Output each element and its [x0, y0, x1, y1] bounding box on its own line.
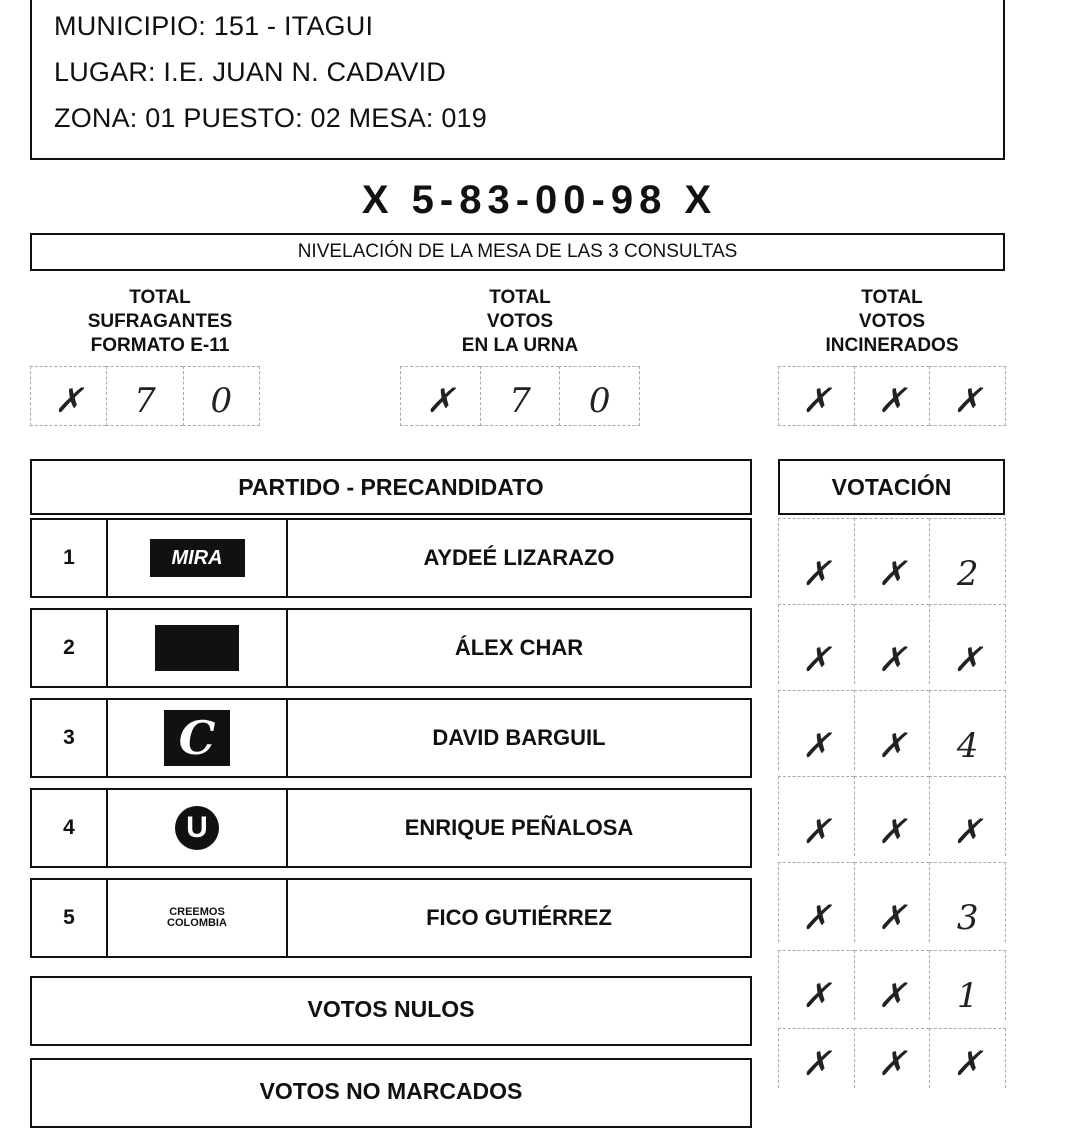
vote-digit-cell[interactable]: ✗	[854, 950, 930, 1020]
vote-digit-cell[interactable]: 2	[929, 518, 1006, 598]
vote-digit-cell[interactable]: ✗	[854, 518, 930, 598]
vote-cells-row	[778, 950, 1006, 1020]
zona-line: ZONA: 01 PUESTO: 02 MESA: 019	[54, 103, 487, 133]
candidate-number: 1	[32, 520, 108, 596]
vote-cells-row	[778, 690, 1006, 770]
vote-digit-cell[interactable]: 1	[929, 950, 1006, 1020]
c-logo-icon: C	[108, 700, 288, 776]
barcode-text: X 5-83-00-98 X	[361, 178, 718, 222]
digit-cell[interactable]: ✗	[400, 366, 480, 426]
party-logo-icon	[108, 610, 288, 686]
vote-digit-cell[interactable]: ✗	[929, 604, 1006, 684]
vote-digit-cell[interactable]: ✗	[778, 518, 854, 598]
candidate-number: 3	[32, 700, 108, 776]
digit-cell[interactable]: 7	[480, 366, 560, 426]
incinerados-label: INCINERADOS	[825, 335, 959, 356]
lugar-line: LUGAR: I.E. JUAN N. CADAVID	[54, 57, 446, 87]
vote-cells-row	[778, 862, 1006, 942]
total-votos-urna	[400, 286, 640, 426]
total-label: TOTAL	[129, 287, 191, 308]
vote-digit-cell[interactable]: ✗	[778, 950, 854, 1020]
digit-cell[interactable]: ✗	[30, 366, 106, 426]
mira-logo-icon: MIRA	[108, 520, 288, 596]
vote-cells-row	[778, 604, 1006, 684]
vote-digit-cell[interactable]: ✗	[854, 604, 930, 684]
partido-header: PARTIDO - PRECANDIDATO	[30, 459, 752, 515]
vote-digit-cell[interactable]: ✗	[778, 776, 854, 856]
vote-digit-cell[interactable]: ✗	[778, 690, 854, 770]
vote-digit-cell[interactable]: ✗	[929, 1028, 1006, 1088]
candidate-name: FICO GUTIÉRREZ	[426, 905, 612, 930]
vote-digit-cell[interactable]: 3	[929, 862, 1006, 942]
digit-cell[interactable]: ✗	[778, 366, 854, 426]
formato-label: FORMATO E-11	[90, 335, 230, 356]
vote-digit-cell[interactable]: ✗	[778, 604, 854, 684]
vote-digit-cell[interactable]: ✗	[929, 776, 1006, 856]
candidate-name: ÁLEX CHAR	[454, 635, 584, 660]
total-sufragantes	[30, 286, 290, 426]
votacion-header: VOTACIÓN	[778, 459, 1005, 515]
digit-cell[interactable]: ✗	[929, 366, 1006, 426]
candidate-number: 4	[32, 790, 108, 866]
sufragantes-label: SUFRAGANTES	[87, 311, 233, 332]
total-votos-incinerados	[778, 286, 1006, 426]
candidate-number: 2	[32, 610, 108, 686]
nivelacion-title: NIVELACIÓN DE LA MESA DE LAS 3 CONSULTAS	[30, 233, 1005, 271]
total-label: TOTAL	[489, 287, 551, 308]
vote-digit-cell[interactable]: ✗	[854, 1028, 930, 1088]
vote-digit-cell[interactable]: ✗	[854, 776, 930, 856]
candidate-number: 5	[32, 880, 108, 956]
candidate-list	[30, 518, 752, 1128]
digit-cell[interactable]: 7	[106, 366, 182, 426]
vote-digit-cell[interactable]: ✗	[854, 690, 930, 770]
candidate-row	[30, 788, 752, 868]
municipio-line: MUNICIPIO: 151 - ITAGUI	[54, 11, 374, 41]
votos-nulos-label: VOTOS NULOS	[30, 976, 752, 1046]
candidate-name: ENRIQUE PEÑALOSA	[404, 815, 634, 840]
u-logo-icon: U	[108, 790, 288, 866]
votos-no-marcados-label: VOTOS NO MARCADOS	[30, 1058, 752, 1128]
vote-digit-cell[interactable]: 4	[929, 690, 1006, 770]
votos-label: VOTOS	[858, 311, 926, 332]
urna-label: EN LA URNA	[461, 335, 579, 356]
candidate-name: AYDEÉ LIZARAZO	[423, 545, 615, 570]
total-label: TOTAL	[861, 287, 923, 308]
vote-cells-row	[778, 518, 1006, 598]
candidate-row	[30, 878, 752, 958]
vote-digit-cell[interactable]: ✗	[854, 862, 930, 942]
vote-cells-row	[778, 1028, 1006, 1088]
votacion-column	[778, 518, 1006, 1088]
digit-cell[interactable]: 0	[559, 366, 640, 426]
vote-digit-cell[interactable]: ✗	[778, 1028, 854, 1088]
creemos-logo-icon: CREEMOS COLOMBIA	[108, 880, 288, 956]
candidate-row	[30, 698, 752, 778]
candidate-row	[30, 518, 752, 598]
candidate-name: DAVID BARGUIL	[432, 725, 606, 750]
votos-label: VOTOS	[486, 311, 554, 332]
vote-cells-row	[778, 776, 1006, 856]
vote-digit-cell[interactable]: ✗	[778, 862, 854, 942]
digit-cell[interactable]: ✗	[854, 366, 930, 426]
digit-cell[interactable]: 0	[183, 366, 260, 426]
header-box	[30, 0, 1005, 160]
candidate-row	[30, 608, 752, 688]
